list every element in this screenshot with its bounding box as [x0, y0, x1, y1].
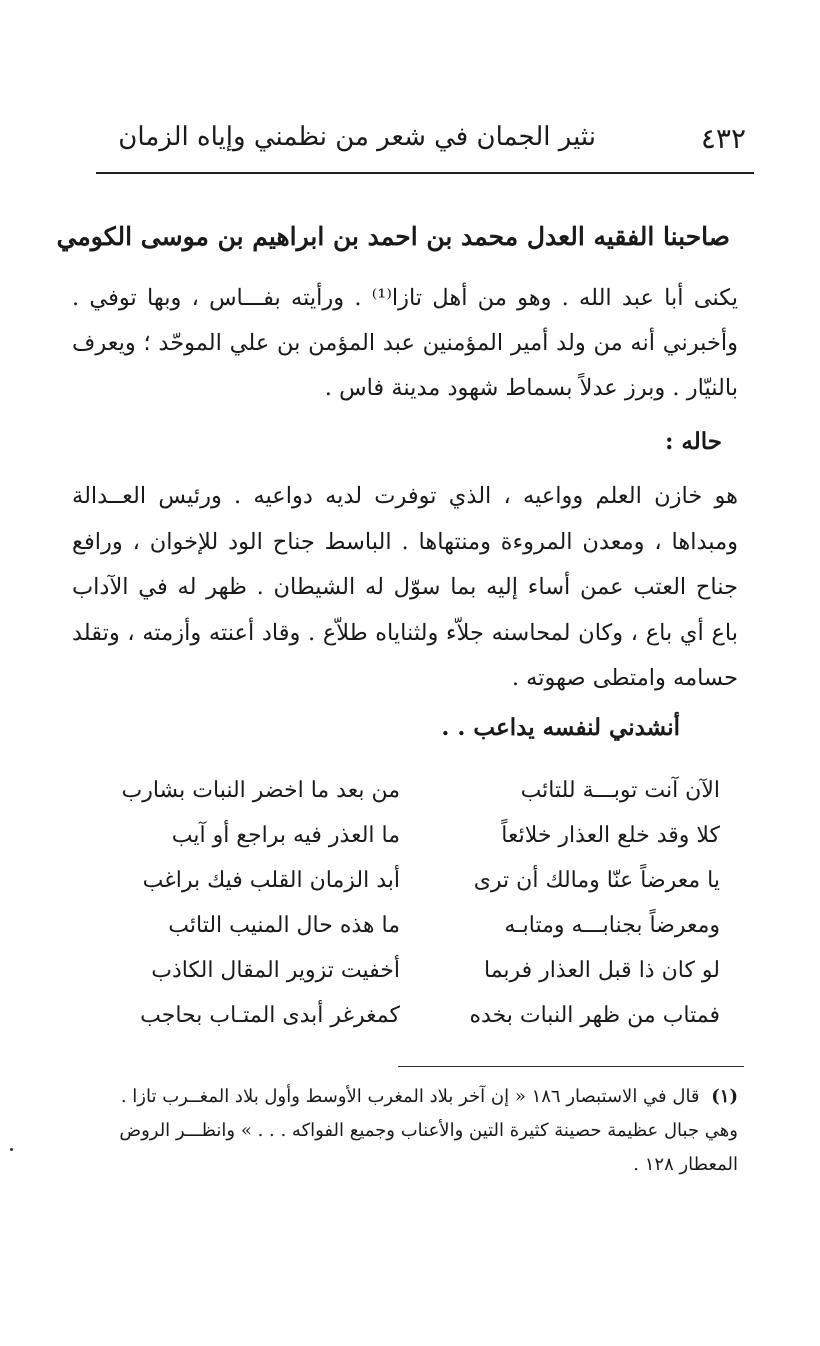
entry-title: صاحبنا الفقيه العدل محمد بن احمد بن ابراهيم بن موسى الكومي — [56, 222, 730, 251]
verse-line — [100, 858, 720, 903]
verse-line — [100, 993, 720, 1038]
second-hemistich: ما هذه حال المنيب التائب — [168, 913, 400, 938]
second-hemistich: أخفيت تزوير المقال الكاذب — [151, 958, 400, 983]
footnote-divider — [398, 1066, 744, 1067]
running-title: نثير الجمان في شعر من نظمني وإياه الزمان — [118, 122, 596, 152]
first-hemistich: الآن آنت توبـــة للتائب — [520, 778, 720, 803]
footnote-marker: (١) — [711, 1086, 738, 1107]
first-hemistich: كلا وقد خلع العذار خلائعاً — [501, 823, 720, 848]
section-heading: حاله : — [664, 428, 722, 455]
second-hemistich: من بعد ما اخضر النبات بشارب — [121, 778, 400, 803]
intro-paragraph: يكنى أبا عبد الله . وهو من أهل تازا⁽¹⁾ . ورأيته بفـــاس ، وبها توفي . وأخبرني أنه من ولد أمير المؤمنين عبد المؤمن بن علي الموحّد ؛ ويعرف بالنيّار . وبرز عدلاً بسماط شهود مدينة فاس . — [72, 285, 738, 401]
second-hemistich: كمغرغر أبدى المتـاب بحاجب — [140, 1003, 400, 1028]
description-paragraph: هو خازن العلم وواعيه ، الذي توفرت لديه دواعيه . ورئيس العــدالة ومبداها ، ومعدن المروءة ومنتهاها . الباسط جناح الود للإخوان ، ورافع جناح العتب عمن أساء إليه بما سوّل له الشيطان . ظهر له في الآداب باع أي باع ، وكان لمحاسنه جلاّء ولثناياه طلاّع . وقاد أعنته وأزمته ، وتقلد حسامه وامتطى صهوته . — [72, 483, 738, 691]
scan-speck — [10, 1148, 13, 1151]
footnote-text: قال في الاستبصار ١٨٦ « إن آخر بلاد المغرب الأوسط وأول بلاد المغــرب تازا . وهي جبال عظيمة حصينة كثيرة التين والأعناب وجميع الفواكه . . . » وانظـــر الروض المعطار ١٢٨ . — [119, 1086, 738, 1175]
header-divider — [96, 172, 754, 174]
first-hemistich: لو كان ذا قبل العذار فربما — [483, 958, 720, 983]
first-hemistich: ومعرضاً بجنابـــه ومتابـه — [504, 913, 720, 938]
poem — [100, 768, 720, 1038]
second-hemistich: ما العذر فيه براجع أو آيب — [171, 823, 400, 848]
first-hemistich: فمتاب من ظهر النبات بخده — [469, 1003, 720, 1028]
verse-line — [100, 768, 720, 813]
page-header — [96, 118, 746, 164]
first-hemistich: يا معرضاً عنّا ومالك أن ترى — [473, 868, 720, 893]
verse-line — [100, 813, 720, 858]
verse-line — [100, 903, 720, 948]
verse-line — [100, 948, 720, 993]
page-number: ٤٣٢ — [700, 122, 746, 155]
second-hemistich: أبد الزمان القلب فيك براغب — [142, 868, 400, 893]
verse-intro: أنشدني لنفسه يداعب . . — [441, 714, 680, 741]
footnote — [84, 1080, 738, 1182]
